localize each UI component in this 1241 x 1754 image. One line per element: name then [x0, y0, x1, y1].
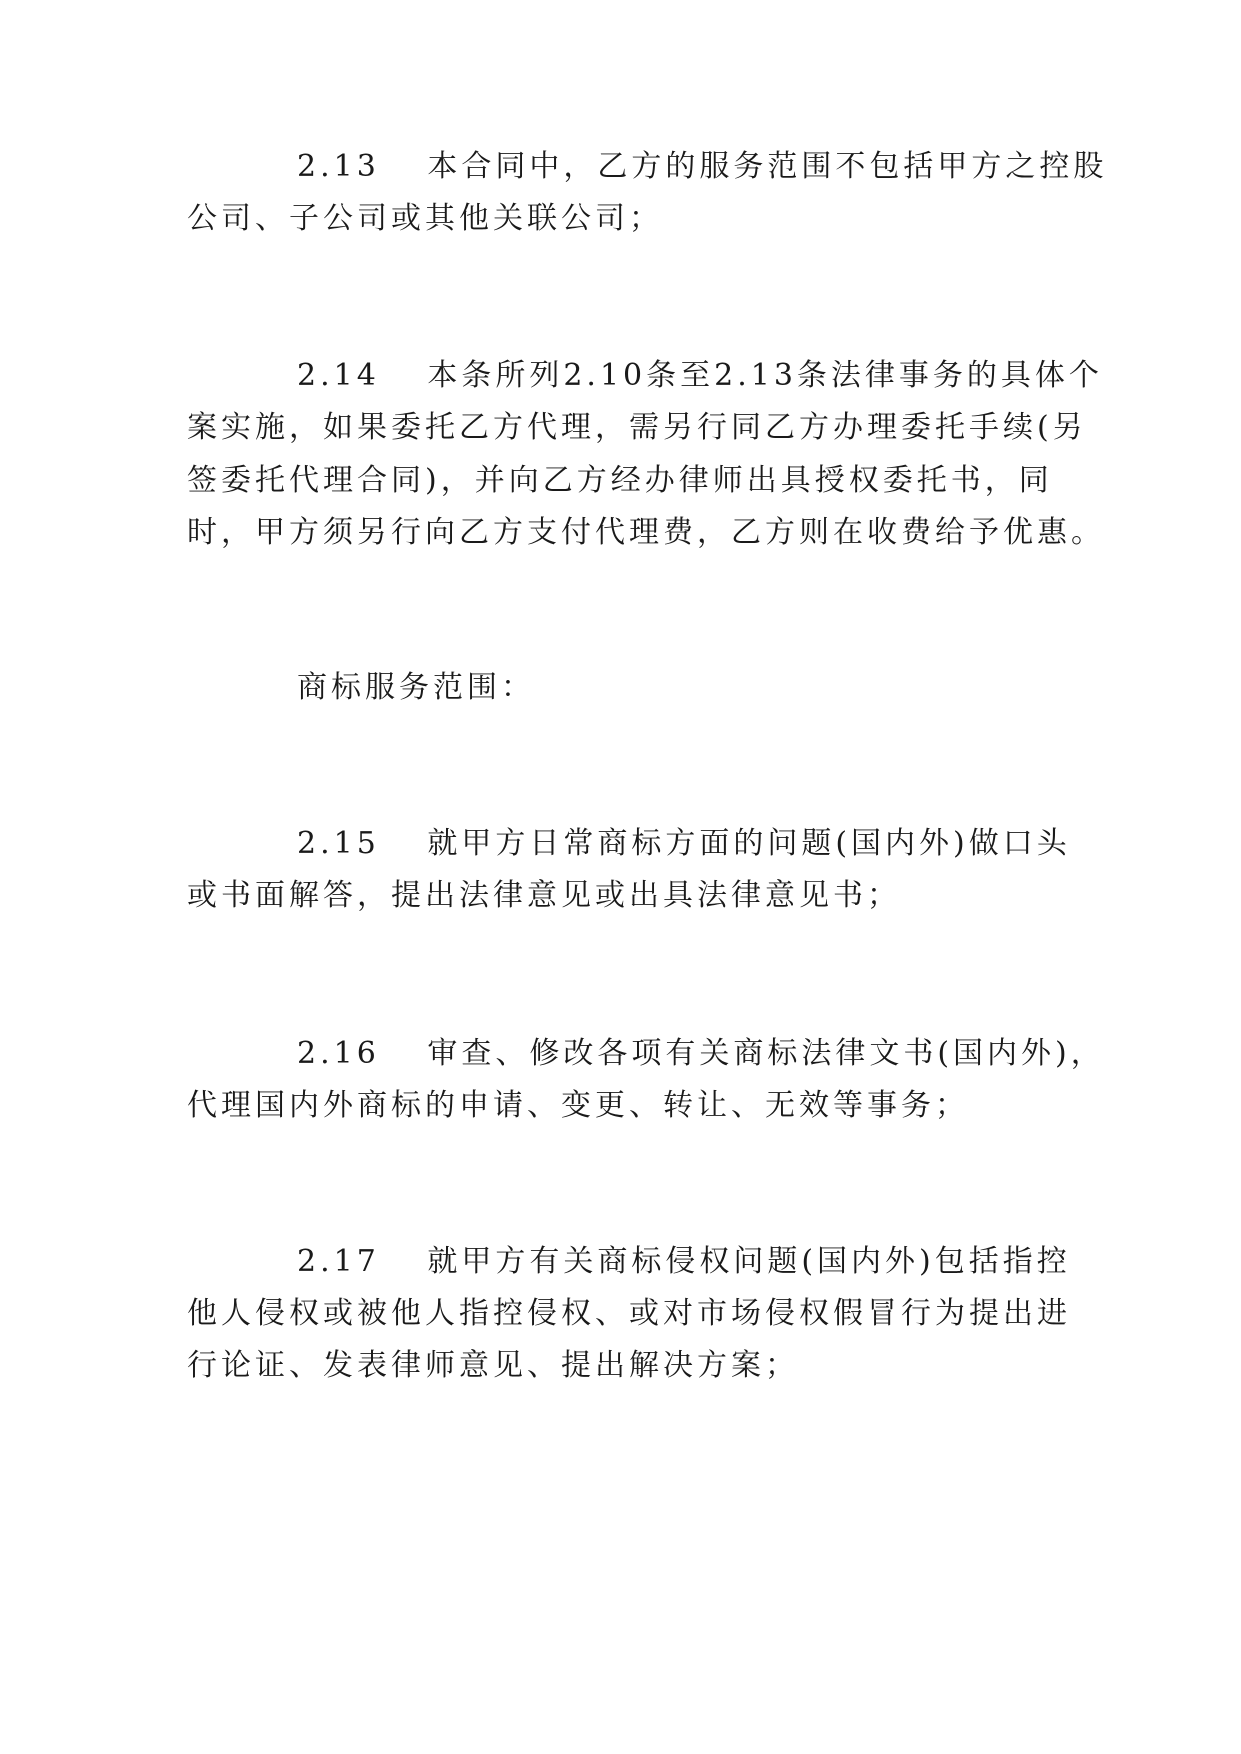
- paragraph-line: 他人侵权或被他人指控侵权、或对市场侵权假冒行为提出进: [187, 1296, 1071, 1331]
- paragraph-line: 案实施，如果委托乙方代理，需另行同乙方办理委托手续(另: [187, 410, 1087, 445]
- paragraph-line: 签委托代理合同)，并向乙方经办律师出具授权委托书，同: [187, 463, 1053, 498]
- paragraph-line: 行论证、发表律师意见、提出解决方案；: [187, 1348, 799, 1383]
- section-heading: 商标服务范围：: [297, 670, 535, 705]
- paragraph-line: 2.14 本条所列2.10条至2.13条法律事务的具体个: [297, 358, 1103, 393]
- paragraph-line: 2.13 本合同中，乙方的服务范围不包括甲方之控股: [297, 149, 1108, 184]
- paragraph-line: 2.17 就甲方有关商标侵权问题(国内外)包括指控: [297, 1244, 1071, 1279]
- paragraph-line: 代理国内外商标的申请、变更、转让、无效等事务；: [187, 1088, 969, 1123]
- paragraph-line: 或书面解答，提出法律意见或出具法律意见书；: [187, 878, 901, 913]
- paragraph-line: 2.15 就甲方日常商标方面的问题(国内外)做口头: [297, 826, 1071, 861]
- paragraph-line: 公司、子公司或其他关联公司；: [187, 201, 663, 236]
- paragraph-line: 时，甲方须另行向乙方支付代理费，乙方则在收费给予优惠。: [187, 515, 1105, 550]
- paragraph-line: 2.16 审查、修改各项有关商标法律文书(国内外)，: [297, 1036, 1105, 1071]
